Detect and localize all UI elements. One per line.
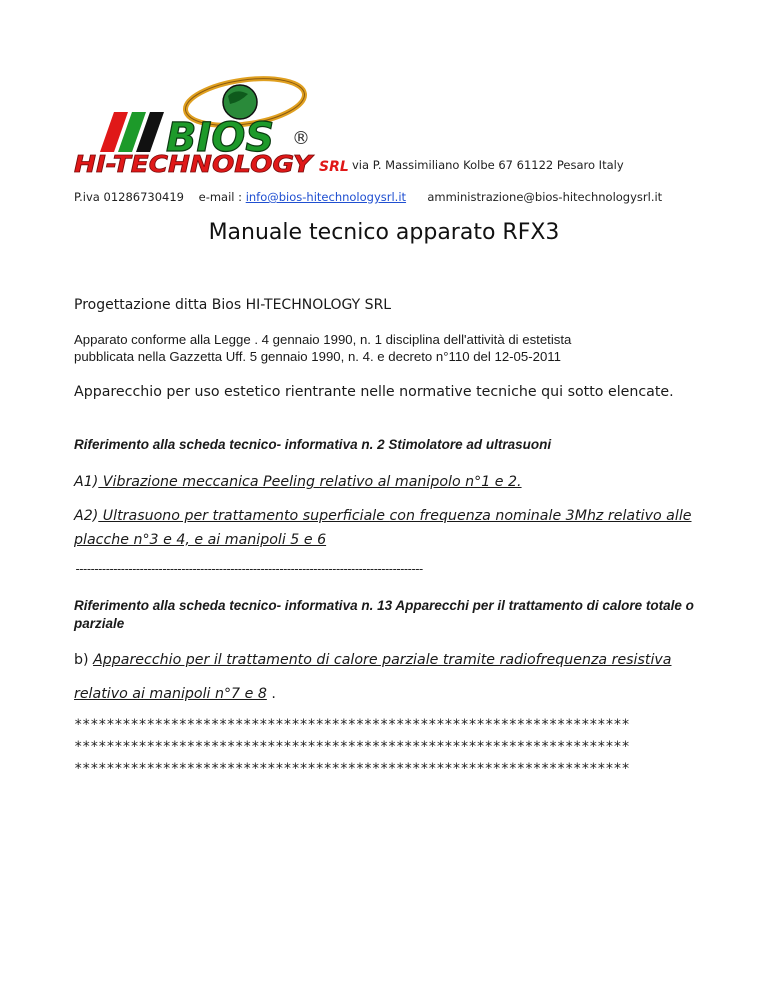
admin-email: amministrazione@bios-hitechnologysrl.it bbox=[427, 190, 663, 204]
item-b-prefix: b) bbox=[74, 652, 89, 668]
logo-suffix: SRL bbox=[319, 159, 349, 175]
company-address: via P. Massimiliano Kolbe 67 61122 Pesaro Italy bbox=[352, 158, 624, 172]
email-label: e-mail : bbox=[198, 190, 243, 204]
email-link[interactable]: info@bios-hitechnologysrl.it bbox=[245, 190, 407, 204]
asterisk-line-3: ********************************************************************* bbox=[74, 761, 630, 777]
section-1-heading: Riferimento alla scheda tecnico- informativa n. 2 Stimolatore ad ultrasuoni bbox=[74, 437, 552, 452]
company-logo bbox=[70, 72, 360, 180]
item-a1-prefix: A1) bbox=[74, 474, 99, 490]
law-line-2: pubblicata nella Gazzetta Uff. 5 gennaio 1990, n. 4. e decreto n°110 del 12-05-2011 bbox=[74, 349, 561, 364]
vat-number: P.iva 01286730419 bbox=[74, 190, 184, 204]
asterisk-line-2: ********************************************************************* bbox=[74, 739, 630, 755]
item-a1-text: Vibrazione meccanica Peeling relativo al manipolo n°1 e 2. bbox=[98, 474, 522, 490]
logo-bios-text: BIOS bbox=[166, 115, 275, 161]
item-b bbox=[74, 648, 672, 672]
law-line-1: Apparato conforme alla Legge . 4 gennaio 1990, n. 1 disciplina dell'attività di estetista bbox=[74, 332, 572, 347]
law-paragraph bbox=[74, 331, 571, 365]
item-a2-text-2: con frequenza nominale 3Mhz relativo alle placche n°3 e 4, e ai manipoli 5 e 6 bbox=[74, 508, 692, 548]
item-a1 bbox=[74, 470, 522, 494]
separator-line: -------------------------------------------------------------------------------------------- bbox=[74, 562, 422, 576]
item-b-text: Apparecchio per il trattamento di calore parziale tramite radiofrequenza resistiva bbox=[93, 652, 672, 668]
item-a2-prefix: A2) bbox=[74, 508, 99, 524]
contact-line bbox=[74, 190, 662, 204]
logo-subtext: HI-TECHNOLOGY bbox=[74, 152, 315, 178]
section-2-heading: Riferimento alla scheda tecnico- informativa n. 13 Apparecchi per il trattamento di calore totale o parziale bbox=[74, 598, 694, 631]
item-b-continued: relativo ai manipoli n°7 e 8 . bbox=[74, 686, 276, 702]
registered-mark: ® bbox=[292, 128, 310, 149]
item-b-text-2: relativo ai manipoli n°7 e 8 bbox=[74, 686, 267, 702]
item-a2-text: Ultrasuono per trattamento superficiale bbox=[98, 508, 390, 524]
design-line: Progettazione ditta Bios HI-TECHNOLOGY SRL bbox=[74, 297, 392, 313]
use-paragraph: Apparecchio per uso estetico rientrante nelle normative tecniche qui sotto elencate. bbox=[74, 384, 674, 400]
item-a2 bbox=[74, 504, 714, 552]
page-title: Manuale tecnico apparato RFX3 bbox=[208, 220, 560, 245]
asterisk-line-1: ********************************************************************* bbox=[74, 717, 630, 733]
